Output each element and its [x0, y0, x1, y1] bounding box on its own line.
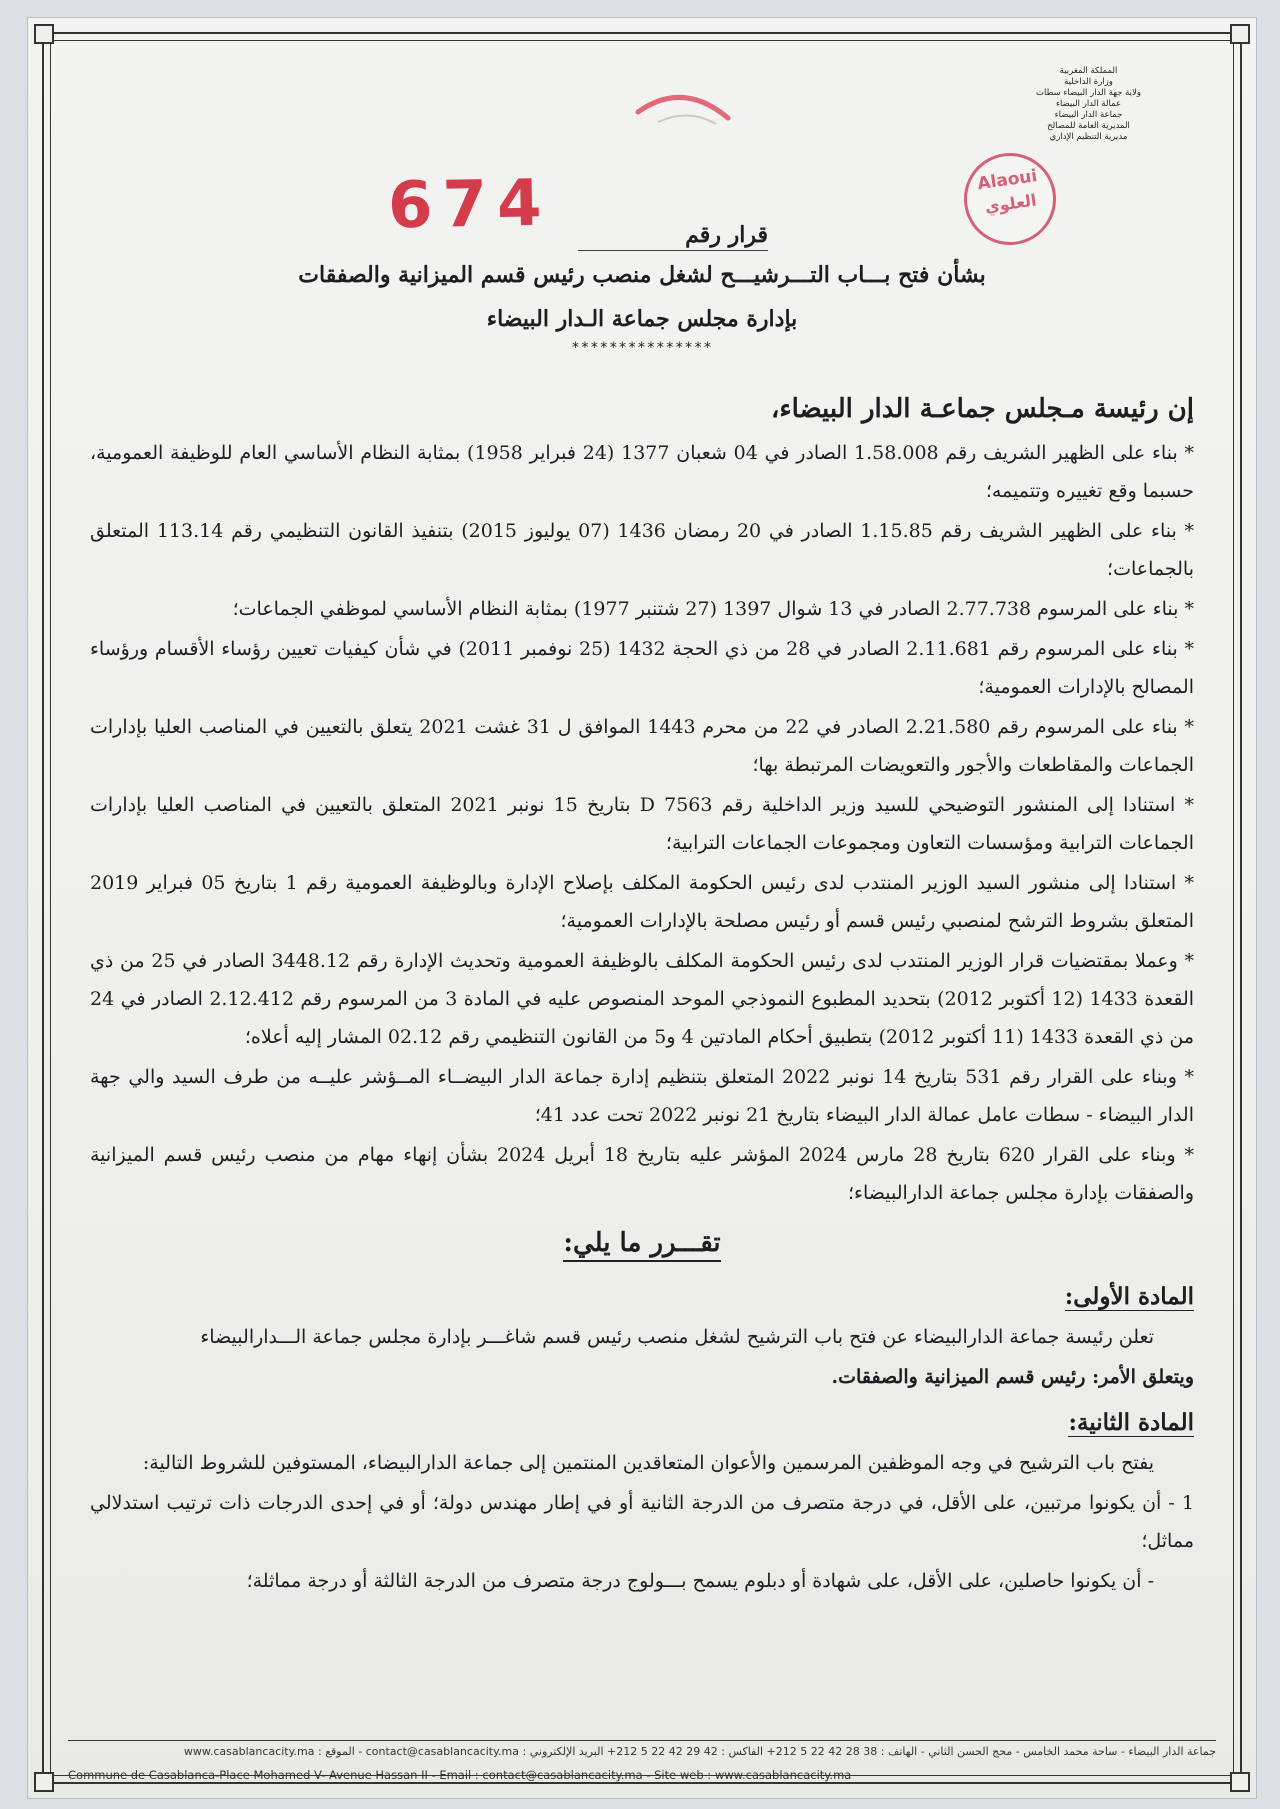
title-separator: *************** [571, 340, 713, 356]
preamble-paragraph: * استنادا إلى منشور السيد الوزير المنتدب لدى رئيس الحكومة المكلف بإصلاح الإدارة وبالوظيفة العمومية رقم 1 بتاريخ 05 فبراير 2019 المتعلق بشروط الترشح لمنصبي رئيس قسم أو رئيس مصلحة بالإدارات العمومية؛ [90, 872, 1194, 932]
admin-line: ولاية جهة الدار البيضاء سطات [1035, 88, 1142, 98]
document-body [90, 390, 1194, 1602]
preamble-paragraph: * بناء على المرسوم رقم 2.11.681 الصادر في 28 من ذي الحجة 1432 (25 نوفمبر 2011) في شأن كيفيات تعيين رؤساء الأقسام ورؤساء المصالح بالإدارات العمومية؛ [90, 638, 1194, 698]
border-corner-ornament [34, 1772, 54, 1792]
preamble-paragraph: * بناء على الظهير الشريف رقم 1.58.008 الصادر في 04 شعبان 1377 (24 فبراير 1958) بمثابة النظام الأساسي العام للوظيفة العمومية، حسبما وقع تغييره وتتميمه؛ [90, 442, 1195, 502]
administration-header [1031, 66, 1146, 143]
preamble-paragraph: * بناء على المرسوم 2.77.738 الصادر في 13 شوال 1397 (27 شتنبر 1977) بمثابة النظام الأساسي لموظفي الجماعات؛ [232, 598, 1194, 620]
border-corner-ornament [1230, 24, 1250, 44]
preamble-paragraph: * استنادا إلى المنشور التوضيحي للسيد وزير الداخلية رقم D 7563 بتاريخ 15 نونبر 2021 المتعلق بالتعيين في المناصب العليا بإدارات الجماعات الترابية ومؤسسات التعاون ومجموعات الجماعات الترابية؛ [90, 794, 1194, 854]
decides-heading [90, 1224, 1194, 1262]
stamp-name-latin: Alaoui [976, 166, 1039, 195]
preamble-paragraph: * وعملا بمقتضيات قرار الوزير المنتدب لدى رئيس الحكومة المكلف بالوظيفة العمومية وتحديث الإدارة رقم 3448.12 الصادر في 25 من ذي القعدة 1433 (12 أكتوبر 2012) بتحديد المطبوع النموذجي الموحد المنصوص عليه في المادة 3 من المرسوم رقم 2.12.412 الصادر في 24 من ذي القعدة 1433 (11 أكتوبر 2012) بتطبيق أحكام المادتين 4 و5 من القانون التنظيمي رقم 02.12 المشار إليه أعلاه؛ [90, 950, 1195, 1048]
article-2-heading [90, 1404, 1194, 1442]
admin-line: عمالة الدار البيضاء [1055, 99, 1122, 109]
article-1-text: تعلن رئيسة جماعة الدارالبيضاء عن فتح باب الترشيح لشغل منصب رئيس قسم شاغـــر بإدارة مجلس جماعة الـــدارالبيضاء [200, 1326, 1154, 1348]
decides-heading-text: تقـــرر ما يلي: [563, 1228, 720, 1262]
admin-line: وزارة الداخلية [1064, 77, 1113, 87]
preamble-paragraph: * بناء على المرسوم رقم 2.21.580 الصادر في 22 من محرم 1443 الموافق ل 31 غشت 2021 يتعلق بالتعيين في المناصب العليا بإدارات الجماعات والمقاطعات والأجور والتعويضات المرتبطة بها؛ [90, 716, 1195, 776]
border-corner-ornament [1230, 1772, 1250, 1792]
article-1-subject: ويتعلق الأمر: رئيس قسم الميزانية والصفقات. [831, 1366, 1194, 1388]
admin-line: جماعة الدار البيضاء [1054, 110, 1123, 120]
article-2-heading-text: المادة الثانية: [1068, 1409, 1194, 1436]
decision-label: قرار رقم [578, 222, 768, 251]
admin-line: المديرية العامة للمصالح [1047, 121, 1130, 131]
article-2-condition: 1 - أن يكونوا مرتبين، على الأقل، في درجة متصرف من الدرجة الثانية أو في إطار مهندس دولة؛ أو في إحدى الدرجات ذات ترتيب استدلالي مماثل؛ [90, 1492, 1194, 1552]
preamble-paragraph: * وبناء على القرار رقم 531 بتاريخ 14 نونبر 2022 المتعلق بتنظيم إدارة جماعة الدار البيضــاء المــؤشر عليــه من طرف السيد والي جهة الدار البيضاء - سطات عامل عمالة الدار البيضاء بتاريخ 21 نونبر 2022 تحت عدد 41؛ [90, 1066, 1194, 1126]
preamble-heading: إن رئيسة مـجلس جماعـة الدار البيضاء، [770, 394, 1194, 424]
footer-contact-french: Commune de Casablanca-Place Mohamed V- Avenue Hassan II - Email : contact@casablancacity.ma - Site web : www.casablancacity.ma [68, 1768, 852, 1782]
decision-subtitle: بإدارة مجلس جماعة الـدار البيضاء [486, 306, 798, 332]
preamble-paragraph: * وبناء على القرار 620 بتاريخ 28 مارس 2024 المؤشر عليه بتاريخ 18 أبريل 2024 بشأن إنهاء مهام من منصب رئيس قسم الميزانية والصفقات بإدارة مجلس جماعة الدارالبيضاء؛ [90, 1144, 1194, 1204]
decision-title: بشأن فتح بـــاب التـــرشيـــح لشغل منصب رئيس قسم الميزانية والصفقات [298, 262, 986, 288]
document-page [28, 18, 1256, 1798]
stamp-name-arabic: العلوي [983, 190, 1038, 217]
article-1-heading-text: المادة الأولى: [1064, 1283, 1194, 1310]
page-footer [68, 1740, 1216, 1782]
border-corner-ornament [34, 24, 54, 44]
preamble-paragraph: * بناء على الظهير الشريف رقم 1.15.85 الصادر في 20 رمضان 1436 (07 يوليوز 2015) بتنفيذ القانون التنظيمي رقم 113.14 المتعلق بالجماعات؛ [90, 520, 1195, 580]
admin-line: المملكة المغربية [1059, 66, 1118, 76]
article-1-heading [90, 1278, 1194, 1316]
city-logo-icon [628, 78, 738, 138]
article-2-intro: يفتح باب الترشيح في وجه الموظفين المرسمين والأعوان المتعاقدين المنتمين إلى جماعة الدارالبيضاء، المستوفين للشروط التالية: [142, 1452, 1154, 1474]
admin-line: مديرية التنظيم الإداري [1049, 132, 1128, 142]
decision-number: 674 [387, 166, 553, 244]
footer-contact-arabic: جماعة الدار البيضاء - ساحة محمد الخامس - محج الحسن الثاني - الهاتف : 38 28 42 22 5 212+ الفاكس : 42 29 42 22 5 212+ البريد الإلكتروني : contact@casablancacity.ma - الموقع : www.casablancacity.ma [68, 1740, 1216, 1758]
article-2-condition: - أن يكونوا حاصلين، على الأقل، على شهادة أو دبلوم يسمح بـــولوج درجة متصرف من الدرجة الثالثة أو درجة مماثلة؛ [246, 1570, 1154, 1592]
